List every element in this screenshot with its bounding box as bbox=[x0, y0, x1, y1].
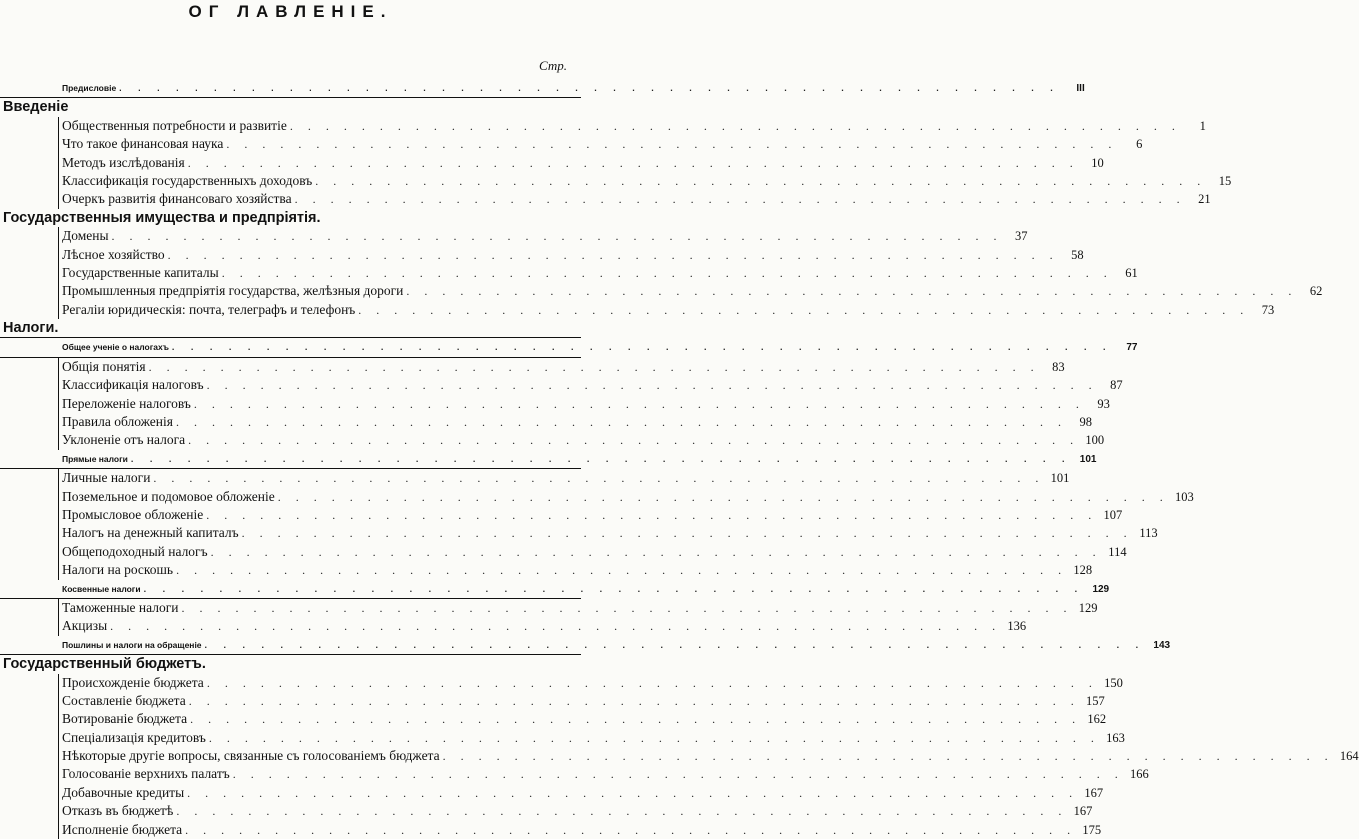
toc-entry-title: Исполненіе бюджета bbox=[62, 821, 183, 837]
toc-entry-title: Промысловое обложеніе bbox=[62, 506, 204, 522]
toc-entry bbox=[0, 561, 1093, 579]
toc-entry bbox=[0, 431, 1105, 449]
toc-page-number: 101 bbox=[1050, 471, 1070, 486]
toc-entry bbox=[0, 395, 1110, 413]
dot-leader: . . . . . . . . . . . . . . . . . . . . . . . . . . . . . . . . . . . . . . . . . . . . . . . . . . bbox=[315, 173, 1207, 188]
toc-entry-title: Очеркъ развитія финансоваго хозяйства bbox=[62, 191, 292, 207]
toc-entry-title: Акцизы bbox=[62, 618, 108, 634]
toc-entry-title: Классификація государственныхъ доходовъ bbox=[62, 172, 313, 188]
toc-entry-title: Государственныя имущества и предпріятія. bbox=[3, 209, 321, 226]
toc-entry bbox=[0, 264, 1138, 282]
dot-leader: . . . . . . . . . . . . . . . . . . . . . . . . . . . . . . . . . . . . . . . . . . . . . . . . . . bbox=[204, 639, 1146, 650]
dot-leader: . . . . . . . . . . . . . . . . . . . . . . . . . . . . . . . . . . . . . . . . . . . . . . . . . . bbox=[208, 730, 1100, 745]
toc-entry bbox=[0, 154, 1104, 172]
dot-leader: . . . . . . . . . . . . . . . . . . . . . . . . . . . . . . . . . . . . . . . . . . . . . . . . . . bbox=[187, 785, 1079, 800]
toc-subsection-heading bbox=[0, 450, 1097, 469]
dot-leader: . . . . . . . . . . . . . . . . . . . . . . . . . . . . . . . . . . . . . . . . . . . . . . . . . . bbox=[289, 118, 1181, 133]
dot-leader: . . . . . . . . . . . . . . . . . . . . . . . . . . . . . . . . . . . . . . . . . . . . . . . . . . bbox=[232, 767, 1124, 782]
dot-leader: . . . . . . . . . . . . . . . . . . . . . . . . . . . . . . . . . . . . . . . . . . . . . . . . . . bbox=[110, 619, 1002, 634]
toc-entry bbox=[0, 376, 1123, 394]
dot-leader: . . . . . . . . . . . . . . . . . . . . . . . . . . . . . . . . . . . . . . . . . . . . . . . . . . bbox=[167, 247, 1059, 262]
toc-page-number: 175 bbox=[1082, 822, 1102, 837]
toc-page-number: 58 bbox=[1071, 247, 1084, 262]
dot-leader: . . . . . . . . . . . . . . . . . . . . . . . . . . . . . . . . . . . . . . . . . . . . . . . . . . bbox=[171, 342, 1113, 353]
dot-leader: . . . . . . . . . . . . . . . . . . . . . . . . . . . . . . . . . . . . . . . . . . . . . . . . . . bbox=[358, 302, 1250, 317]
toc-entry bbox=[0, 227, 1028, 245]
dot-leader: . . . . . . . . . . . . . . . . . . . . . . . . . . . . . . . . . . . . . . . . . . . . . . . . . . bbox=[294, 192, 1186, 207]
toc-subsection-heading bbox=[0, 636, 1171, 655]
toc-entry bbox=[0, 301, 1275, 319]
toc-entry-title: Общія понятія bbox=[62, 358, 146, 374]
toc-entry bbox=[0, 135, 1143, 153]
toc-page-number: 114 bbox=[1108, 544, 1127, 559]
toc-entry bbox=[0, 117, 1206, 135]
toc-page-number: 10 bbox=[1091, 155, 1104, 170]
toc-page-number: 157 bbox=[1086, 693, 1105, 708]
toc-entry-title: Общественныя потребности и развитіе bbox=[62, 117, 287, 133]
toc-entry bbox=[0, 488, 1194, 506]
toc-page-number: 107 bbox=[1103, 507, 1123, 522]
dot-leader: . . . . . . . . . . . . . . . . . . . . . . . . . . . . . . . . . . . . . . . . . . . . . . . . . . bbox=[119, 83, 1060, 93]
toc-subsection-heading bbox=[0, 580, 1110, 599]
toc-page-number: 150 bbox=[1104, 675, 1123, 690]
toc-entry bbox=[0, 282, 1323, 300]
toc-page-number: 37 bbox=[1015, 229, 1028, 244]
toc-entry bbox=[0, 506, 1123, 524]
dot-leader: . . . . . . . . . . . . . . . . . . . . . . . . . . . . . . . . . . . . . . . . . . . . . . . . . . bbox=[153, 471, 1045, 486]
toc-page-number: 162 bbox=[1087, 712, 1107, 727]
dot-leader: . . . . . . . . . . . . . . . . . . . . . . . . . . . . . . . . . . . . . . . . . . . . . . . . . . bbox=[176, 563, 1068, 578]
toc-entry bbox=[0, 469, 1070, 487]
toc-section-heading bbox=[0, 209, 581, 227]
toc-entry-title: Голосованіе верхнихъ палатъ bbox=[62, 766, 230, 782]
toc-entry-title: Добавочные кредиты bbox=[62, 784, 185, 800]
toc-section-heading bbox=[0, 319, 581, 338]
toc-entry-title: Отказъ въ бюджетѣ bbox=[62, 803, 174, 819]
dot-leader: . . . . . . . . . . . . . . . . . . . . . . . . . . . . . . . . . . . . . . . . . . . . . . . . . . bbox=[442, 749, 1334, 764]
toc-page-number: 77 bbox=[1126, 342, 1138, 354]
toc-entry-title: Налоги на роскошь bbox=[62, 562, 174, 578]
toc-entry bbox=[0, 246, 1084, 264]
toc-subsection-heading bbox=[0, 79, 1085, 98]
dot-leader: . . . . . . . . . . . . . . . . . . . . . . . . . . . . . . . . . . . . . . . . . . . . . . . . . . bbox=[176, 804, 1068, 819]
toc-page-number: 93 bbox=[1097, 396, 1110, 411]
toc-page-number: 62 bbox=[1309, 284, 1323, 299]
toc-entry bbox=[0, 599, 1098, 617]
dot-leader: . . . . . . . . . . . . . . . . . . . . . . . . . . . . . . . . . . . . . . . . . . . . . . . . . . bbox=[221, 265, 1113, 280]
toc-entry-title: Промышленныя предпріятія государства, желѣзныя дороги bbox=[62, 283, 404, 299]
toc-entry-title: Происхожденіе бюджета bbox=[62, 674, 204, 690]
toc-entry bbox=[0, 784, 1104, 802]
toc-entry-title: Пошлины и налоги на обращеніе bbox=[62, 639, 202, 650]
dot-leader: . . . . . . . . . . . . . . . . . . . . . . . . . . . . . . . . . . . . . . . . . . . . . . . . . . bbox=[210, 544, 1102, 559]
toc-entry-title: Регаліи юридическія: почта, телеграфъ и телефонъ bbox=[62, 301, 356, 317]
dot-leader: . . . . . . . . . . . . . . . . . . . . . . . . . . . . . . . . . . . . . . . . . . . . . . . . . . bbox=[226, 137, 1118, 152]
toc-page-number: 87 bbox=[1110, 378, 1123, 393]
toc-entry bbox=[0, 729, 1125, 747]
toc-page-number: 103 bbox=[1174, 489, 1194, 504]
toc-page-number: 129 bbox=[1092, 583, 1110, 595]
dot-leader: . . . . . . . . . . . . . . . . . . . . . . . . . . . . . . . . . . . . . . . . . . . . . . . . . . bbox=[206, 378, 1098, 393]
table-of-contents bbox=[0, 79, 1359, 839]
dot-leader: . . . . . . . . . . . . . . . . . . . . . . . . . . . . . . . . . . . . . . . . . . . . . . . . . . bbox=[206, 507, 1098, 522]
toc-entry bbox=[0, 692, 1105, 710]
toc-entry-title: Предисловіе bbox=[62, 83, 117, 93]
toc-page-number: 98 bbox=[1079, 415, 1092, 430]
toc-entry-title: Косвенные налоги bbox=[62, 583, 141, 594]
toc-entry-title: Поземельное и подомовое обложеніе bbox=[62, 488, 275, 504]
toc-entry bbox=[0, 413, 1092, 431]
dot-leader: . . . . . . . . . . . . . . . . . . . . . . . . . . . . . . . . . . . . . . . . . . . . . . . . . . bbox=[175, 415, 1067, 430]
dot-leader: . . . . . . . . . . . . . . . . . . . . . . . . . . . . . . . . . . . . . . . . . . . . . . . . . . bbox=[181, 600, 1073, 615]
dot-leader: . . . . . . . . . . . . . . . . . . . . . . . . . . . . . . . . . . . . . . . . . . . . . . . . . . bbox=[206, 675, 1098, 690]
toc-entry-title: Общее ученіе о налогахъ bbox=[62, 342, 169, 353]
toc-section-heading bbox=[0, 655, 581, 673]
toc-page-number: 164 bbox=[1339, 749, 1359, 764]
toc-entry bbox=[0, 172, 1232, 190]
toc-entry-title: Переложеніе налоговъ bbox=[62, 395, 191, 411]
toc-page-number: 100 bbox=[1085, 433, 1105, 448]
toc-page-number: 167 bbox=[1084, 785, 1104, 800]
toc-entry bbox=[0, 543, 1127, 561]
toc-page-number: 73 bbox=[1261, 302, 1275, 317]
dot-leader: . . . . . . . . . . . . . . . . . . . . . . . . . . . . . . . . . . . . . . . . . . . . . . . . . . bbox=[111, 229, 1003, 244]
toc-entry-title: Вотированіе бюджета bbox=[62, 711, 188, 727]
toc-entry bbox=[0, 674, 1123, 692]
toc-entry bbox=[0, 710, 1107, 728]
toc-entry bbox=[0, 190, 1211, 208]
dot-leader: . . . . . . . . . . . . . . . . . . . . . . . . . . . . . . . . . . . . . . . . . . . . . . . . . . bbox=[143, 583, 1085, 594]
toc-entry-title: Общеподоходный налогъ bbox=[62, 543, 208, 559]
toc-entry bbox=[0, 802, 1093, 820]
toc-entry-title: Налогъ на денежный капиталъ bbox=[62, 525, 239, 541]
toc-page-number: 15 bbox=[1218, 173, 1232, 188]
dot-leader: . . . . . . . . . . . . . . . . . . . . . . . . . . . . . . . . . . . . . . . . . . . . . . . . . . bbox=[241, 526, 1133, 541]
toc-entry-title: Домены bbox=[62, 228, 109, 244]
toc-page-number: 6 bbox=[1136, 137, 1143, 152]
toc-entry-title: Государственный бюджетъ. bbox=[3, 656, 206, 673]
dot-leader: . . . . . . . . . . . . . . . . . . . . . . . . . . . . . . . . . . . . . . . . . . . . . . . . . . bbox=[188, 433, 1080, 448]
toc-page-number: 129 bbox=[1078, 600, 1098, 615]
toc-page-number: 83 bbox=[1052, 359, 1065, 374]
toc-entry-title: Уклоненіе отъ налога bbox=[62, 432, 186, 448]
toc-entry-title: Лѣсное хозяйство bbox=[62, 246, 165, 262]
toc-page-number: III bbox=[1076, 83, 1085, 94]
page-column-label: Стр. bbox=[539, 58, 567, 73]
dot-leader: . . . . . . . . . . . . . . . . . . . . . . . . . . . . . . . . . . . . . . . . . . . . . . . . . . bbox=[188, 693, 1080, 708]
dot-leader: . . . . . . . . . . . . . . . . . . . . . . . . . . . . . . . . . . . . . . . . . . . . . . . . . . bbox=[406, 284, 1298, 299]
toc-page-number: 128 bbox=[1073, 563, 1093, 578]
toc-entry-title: Правила обложенія bbox=[62, 414, 173, 430]
dot-leader: . . . . . . . . . . . . . . . . . . . . . . . . . . . . . . . . . . . . . . . . . . . . . . . . . . bbox=[185, 822, 1077, 837]
page-title: ОГ ЛАВЛЕНІЕ. bbox=[188, 2, 393, 21]
toc-page-number: 136 bbox=[1007, 619, 1027, 634]
dot-leader: . . . . . . . . . . . . . . . . . . . . . . . . . . . . . . . . . . . . . . . . . . . . . . . . . . bbox=[190, 712, 1082, 727]
toc-page-number: 61 bbox=[1125, 265, 1138, 280]
toc-page-number: 166 bbox=[1129, 767, 1149, 782]
toc-entry-title: Что такое финансовая наука bbox=[62, 136, 224, 152]
toc-entry bbox=[0, 821, 1102, 839]
toc-entry-title: Нѣкоторые другіе вопросы, связанные съ голосованіемъ бюджета bbox=[62, 748, 440, 764]
dot-leader: . . . . . . . . . . . . . . . . . . . . . . . . . . . . . . . . . . . . . . . . . . . . . . . . . . bbox=[193, 396, 1085, 411]
toc-entry-title: Классификація налоговъ bbox=[62, 377, 204, 393]
toc-page-number: 21 bbox=[1198, 192, 1211, 207]
toc-entry-title: Государственные капиталы bbox=[62, 264, 219, 280]
toc-page-number: 163 bbox=[1106, 730, 1125, 745]
toc-entry bbox=[0, 765, 1149, 783]
toc-section-heading bbox=[0, 98, 581, 116]
toc-entry-title: Прямые налоги bbox=[62, 453, 128, 464]
toc-page-number: 113 bbox=[1139, 526, 1158, 541]
toc-entry-title: Спеціализація кредитовъ bbox=[62, 729, 206, 745]
toc-entry-title: Таможенные налоги bbox=[62, 599, 179, 615]
toc-entry bbox=[0, 524, 1158, 542]
toc-entry bbox=[0, 358, 1065, 376]
dot-leader: . . . . . . . . . . . . . . . . . . . . . . . . . . . . . . . . . . . . . . . . . . . . . . . . . . bbox=[148, 359, 1040, 374]
toc-entry-title: Методъ изслѣдованія bbox=[62, 154, 185, 170]
toc-entry-title: Личные налоги bbox=[62, 470, 151, 486]
toc-subsection-heading bbox=[0, 338, 1138, 357]
toc-entry-title: Введеніе bbox=[3, 99, 69, 116]
dot-leader: . . . . . . . . . . . . . . . . . . . . . . . . . . . . . . . . . . . . . . . . . . . . . . . . . . bbox=[277, 489, 1169, 504]
toc-entry bbox=[0, 617, 1027, 635]
toc-entry bbox=[0, 747, 1359, 765]
dot-leader: . . . . . . . . . . . . . . . . . . . . . . . . . . . . . . . . . . . . . . . . . . . . . . . . . . bbox=[187, 155, 1079, 170]
toc-page-number: 1 bbox=[1199, 118, 1206, 133]
toc-page-number: 167 bbox=[1073, 804, 1093, 819]
toc-page-number: 143 bbox=[1153, 639, 1171, 651]
toc-entry-title: Налоги. bbox=[3, 320, 59, 337]
toc-page-number: 101 bbox=[1079, 453, 1097, 465]
dot-leader: . . . . . . . . . . . . . . . . . . . . . . . . . . . . . . . . . . . . . . . . . . . . . . . . . . bbox=[130, 453, 1072, 464]
toc-entry-title: Составленіе бюджета bbox=[62, 692, 186, 708]
